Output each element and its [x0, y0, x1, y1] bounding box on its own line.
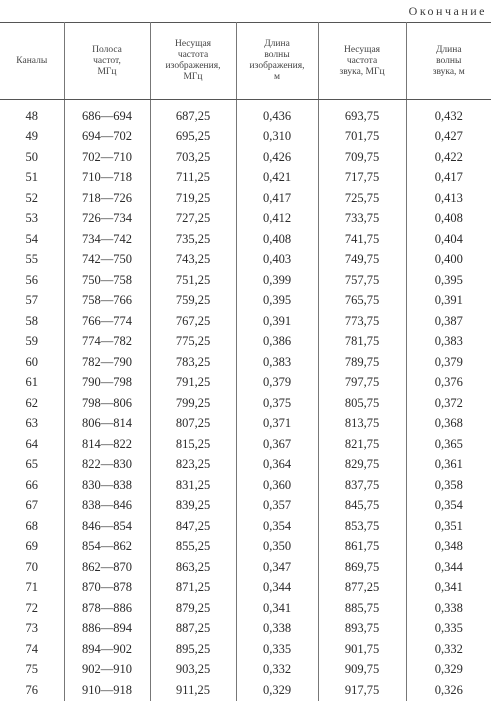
cell-audio-wavelength: 0,332: [406, 639, 491, 660]
cell-channel: 69: [0, 537, 64, 558]
cell-video-wavelength: 0,371: [236, 414, 318, 435]
cell-video-wavelength: 0,417: [236, 188, 318, 209]
cell-video-carrier: 847,25: [150, 516, 236, 537]
column-header-video-carrier: [150, 23, 236, 100]
table-row: [0, 188, 491, 209]
cell-audio-wavelength: 0,344: [406, 557, 491, 578]
cell-audio-carrier: 917,75: [318, 680, 406, 701]
cell-audio-wavelength: 0,329: [406, 660, 491, 681]
cell-video-wavelength: 0,350: [236, 537, 318, 558]
cell-band: 742—750: [64, 250, 150, 271]
cell-band: 902—910: [64, 660, 150, 681]
cell-video-carrier: 863,25: [150, 557, 236, 578]
table-row: [0, 100, 491, 127]
cell-channel: 65: [0, 455, 64, 476]
cell-channel: 70: [0, 557, 64, 578]
cell-audio-carrier: 757,75: [318, 270, 406, 291]
cell-band: 766—774: [64, 311, 150, 332]
table-row: [0, 270, 491, 291]
cell-audio-carrier: 741,75: [318, 229, 406, 250]
cell-video-wavelength: 0,426: [236, 147, 318, 168]
cell-band: 854—862: [64, 537, 150, 558]
table-row: [0, 393, 491, 414]
table-row: [0, 680, 491, 701]
cell-video-carrier: 823,25: [150, 455, 236, 476]
cell-channel: 63: [0, 414, 64, 435]
column-header-audio-carrier: [318, 23, 406, 100]
cell-audio-carrier: 885,75: [318, 598, 406, 619]
cell-channel: 64: [0, 434, 64, 455]
cell-channel: 57: [0, 291, 64, 312]
cell-channel: 59: [0, 332, 64, 353]
cell-video-wavelength: 0,354: [236, 516, 318, 537]
table-row: [0, 373, 491, 394]
column-header-line: МГц: [183, 72, 203, 82]
column-header-line: частота: [177, 50, 209, 60]
cell-audio-carrier: 701,75: [318, 127, 406, 148]
cell-video-wavelength: 0,375: [236, 393, 318, 414]
cell-audio-wavelength: 0,417: [406, 168, 491, 189]
table-row: [0, 209, 491, 230]
cell-audio-wavelength: 0,354: [406, 496, 491, 517]
cell-band: 798—806: [64, 393, 150, 414]
column-header-line: изображения,: [165, 61, 221, 71]
table-row: [0, 229, 491, 250]
cell-audio-wavelength: 0,427: [406, 127, 491, 148]
cell-channel: 48: [0, 100, 64, 127]
table-row: [0, 598, 491, 619]
cell-audio-wavelength: 0,376: [406, 373, 491, 394]
cell-video-carrier: 703,25: [150, 147, 236, 168]
table-row: [0, 311, 491, 332]
cell-audio-wavelength: 0,404: [406, 229, 491, 250]
cell-channel: 61: [0, 373, 64, 394]
cell-audio-carrier: 909,75: [318, 660, 406, 681]
cell-audio-wavelength: 0,368: [406, 414, 491, 435]
column-header-line: Длина: [264, 39, 290, 49]
table-row: [0, 147, 491, 168]
cell-audio-carrier: 813,75: [318, 414, 406, 435]
column-header-audio-wavelength: [406, 23, 491, 100]
cell-audio-carrier: 845,75: [318, 496, 406, 517]
cell-video-wavelength: 0,310: [236, 127, 318, 148]
cell-audio-wavelength: 0,326: [406, 680, 491, 701]
cell-channel: 68: [0, 516, 64, 537]
cell-channel: 66: [0, 475, 64, 496]
cell-video-carrier: 695,25: [150, 127, 236, 148]
cell-audio-carrier: 781,75: [318, 332, 406, 353]
cell-band: 894—902: [64, 639, 150, 660]
cell-band: 806—814: [64, 414, 150, 435]
cell-channel: 62: [0, 393, 64, 414]
table-row: [0, 475, 491, 496]
cell-band: 878—886: [64, 598, 150, 619]
table-row: [0, 557, 491, 578]
cell-video-carrier: 903,25: [150, 660, 236, 681]
cell-video-carrier: 855,25: [150, 537, 236, 558]
cell-audio-wavelength: 0,335: [406, 619, 491, 640]
cell-audio-carrier: 733,75: [318, 209, 406, 230]
table-body: [0, 100, 491, 701]
table-row: [0, 168, 491, 189]
cell-audio-wavelength: 0,351: [406, 516, 491, 537]
header-row: [0, 23, 491, 100]
cell-audio-wavelength: 0,383: [406, 332, 491, 353]
cell-audio-wavelength: 0,379: [406, 352, 491, 373]
cell-channel: 76: [0, 680, 64, 701]
column-header-line: частота: [346, 55, 378, 66]
cell-audio-carrier: 861,75: [318, 537, 406, 558]
cell-video-carrier: 879,25: [150, 598, 236, 619]
table-row: [0, 332, 491, 353]
cell-channel: 67: [0, 496, 64, 517]
cell-channel: 53: [0, 209, 64, 230]
cell-audio-wavelength: 0,358: [406, 475, 491, 496]
cell-audio-carrier: 797,75: [318, 373, 406, 394]
cell-audio-carrier: 749,75: [318, 250, 406, 271]
cell-video-wavelength: 0,335: [236, 639, 318, 660]
cell-band: 750—758: [64, 270, 150, 291]
table-row: [0, 619, 491, 640]
cell-band: 718—726: [64, 188, 150, 209]
table-row: [0, 414, 491, 435]
cell-video-wavelength: 0,367: [236, 434, 318, 455]
cell-channel: 74: [0, 639, 64, 660]
cell-video-carrier: 687,25: [150, 100, 236, 127]
table-row: [0, 639, 491, 660]
table-header: [0, 23, 491, 100]
cell-video-carrier: 815,25: [150, 434, 236, 455]
cell-audio-wavelength: 0,408: [406, 209, 491, 230]
table-row: [0, 660, 491, 681]
cell-audio-wavelength: 0,341: [406, 578, 491, 599]
cell-audio-carrier: 717,75: [318, 168, 406, 189]
cell-band: 822—830: [64, 455, 150, 476]
cell-video-carrier: 751,25: [150, 270, 236, 291]
cell-band: 686—694: [64, 100, 150, 127]
cell-audio-carrier: 765,75: [318, 291, 406, 312]
cell-audio-carrier: 805,75: [318, 393, 406, 414]
cell-band: 846—854: [64, 516, 150, 537]
cell-video-wavelength: 0,364: [236, 455, 318, 476]
column-header-band: [64, 23, 150, 100]
cell-video-wavelength: 0,399: [236, 270, 318, 291]
cell-band: 790—798: [64, 373, 150, 394]
cell-video-wavelength: 0,357: [236, 496, 318, 517]
cell-audio-wavelength: 0,395: [406, 270, 491, 291]
cell-band: 814—822: [64, 434, 150, 455]
cell-video-carrier: 719,25: [150, 188, 236, 209]
cell-audio-carrier: 709,75: [318, 147, 406, 168]
column-header-line: волны: [264, 50, 290, 60]
cell-channel: 60: [0, 352, 64, 373]
cell-band: 694—702: [64, 127, 150, 148]
column-header-line: м: [273, 72, 280, 82]
cell-audio-carrier: 789,75: [318, 352, 406, 373]
cell-video-carrier: 759,25: [150, 291, 236, 312]
cell-audio-wavelength: 0,422: [406, 147, 491, 168]
cell-band: 726—734: [64, 209, 150, 230]
cell-channel: 72: [0, 598, 64, 619]
column-header-line: звука, м: [432, 66, 465, 77]
column-header-line: изображения,: [249, 61, 305, 71]
cell-audio-wavelength: 0,361: [406, 455, 491, 476]
cell-channel: 55: [0, 250, 64, 271]
column-header-line: Длина: [435, 44, 462, 55]
table-row: [0, 291, 491, 312]
cell-band: 886—894: [64, 619, 150, 640]
table-row: [0, 127, 491, 148]
column-header-line: звука, МГц: [339, 66, 385, 77]
cell-video-carrier: 711,25: [150, 168, 236, 189]
table-row: [0, 250, 491, 271]
cell-channel: 75: [0, 660, 64, 681]
column-header-line: волны: [436, 55, 462, 66]
cell-video-carrier: 775,25: [150, 332, 236, 353]
cell-band: 862—870: [64, 557, 150, 578]
column-header-line: частот,: [93, 55, 121, 66]
table-row: [0, 352, 491, 373]
cell-video-carrier: 799,25: [150, 393, 236, 414]
cell-video-wavelength: 0,408: [236, 229, 318, 250]
table-row: [0, 578, 491, 599]
column-header-line: Несущая: [174, 39, 212, 49]
table-continuation-caption: Окончание: [408, 4, 487, 18]
cell-band: 702—710: [64, 147, 150, 168]
cell-audio-carrier: 877,25: [318, 578, 406, 599]
cell-band: 758—766: [64, 291, 150, 312]
cell-video-carrier: 727,25: [150, 209, 236, 230]
cell-audio-carrier: 901,75: [318, 639, 406, 660]
cell-video-carrier: 735,25: [150, 229, 236, 250]
cell-video-wavelength: 0,341: [236, 598, 318, 619]
cell-band: 774—782: [64, 332, 150, 353]
cell-video-wavelength: 0,347: [236, 557, 318, 578]
cell-audio-wavelength: 0,348: [406, 537, 491, 558]
cell-video-wavelength: 0,338: [236, 619, 318, 640]
cell-video-carrier: 911,25: [150, 680, 236, 701]
table-row: [0, 537, 491, 558]
table-row: [0, 434, 491, 455]
cell-video-wavelength: 0,412: [236, 209, 318, 230]
cell-video-carrier: 831,25: [150, 475, 236, 496]
cell-video-carrier: 895,25: [150, 639, 236, 660]
cell-video-carrier: 887,25: [150, 619, 236, 640]
cell-video-wavelength: 0,395: [236, 291, 318, 312]
cell-channel: 54: [0, 229, 64, 250]
cell-audio-carrier: 773,75: [318, 311, 406, 332]
cell-audio-wavelength: 0,413: [406, 188, 491, 209]
cell-video-wavelength: 0,386: [236, 332, 318, 353]
cell-video-carrier: 743,25: [150, 250, 236, 271]
cell-audio-carrier: 837,75: [318, 475, 406, 496]
column-header-line: Полоса: [92, 44, 122, 55]
table-row: [0, 496, 491, 517]
cell-audio-carrier: 853,75: [318, 516, 406, 537]
cell-audio-carrier: 693,75: [318, 100, 406, 127]
cell-video-wavelength: 0,379: [236, 373, 318, 394]
cell-video-wavelength: 0,360: [236, 475, 318, 496]
cell-audio-wavelength: 0,432: [406, 100, 491, 127]
cell-audio-wavelength: 0,338: [406, 598, 491, 619]
cell-audio-carrier: 725,75: [318, 188, 406, 209]
cell-video-wavelength: 0,329: [236, 680, 318, 701]
cell-audio-wavelength: 0,387: [406, 311, 491, 332]
cell-video-carrier: 807,25: [150, 414, 236, 435]
cell-channel: 50: [0, 147, 64, 168]
cell-video-carrier: 783,25: [150, 352, 236, 373]
cell-band: 830—838: [64, 475, 150, 496]
cell-band: 838—846: [64, 496, 150, 517]
cell-band: 910—918: [64, 680, 150, 701]
cell-band: 710—718: [64, 168, 150, 189]
column-header-line: Каналы: [16, 55, 48, 66]
column-header-line: МГц: [97, 66, 117, 77]
cell-video-wavelength: 0,332: [236, 660, 318, 681]
cell-channel: 51: [0, 168, 64, 189]
cell-audio-wavelength: 0,400: [406, 250, 491, 271]
cell-video-wavelength: 0,403: [236, 250, 318, 271]
cell-audio-wavelength: 0,391: [406, 291, 491, 312]
cell-audio-wavelength: 0,372: [406, 393, 491, 414]
cell-band: 782—790: [64, 352, 150, 373]
cell-video-wavelength: 0,344: [236, 578, 318, 599]
column-header-video-wavelength: [236, 23, 318, 100]
column-header-channel: [0, 23, 64, 100]
cell-channel: 49: [0, 127, 64, 148]
cell-video-carrier: 871,25: [150, 578, 236, 599]
cell-audio-carrier: 893,75: [318, 619, 406, 640]
column-header-line: Несущая: [343, 44, 381, 55]
cell-video-carrier: 839,25: [150, 496, 236, 517]
cell-channel: 56: [0, 270, 64, 291]
cell-video-carrier: 791,25: [150, 373, 236, 394]
table-row: [0, 516, 491, 537]
cell-video-wavelength: 0,383: [236, 352, 318, 373]
cell-channel: 58: [0, 311, 64, 332]
cell-audio-carrier: 869,75: [318, 557, 406, 578]
cell-video-wavelength: 0,391: [236, 311, 318, 332]
cell-audio-wavelength: 0,365: [406, 434, 491, 455]
channel-frequency-table: [0, 22, 491, 701]
cell-audio-carrier: 821,75: [318, 434, 406, 455]
cell-channel: 71: [0, 578, 64, 599]
cell-band: 734—742: [64, 229, 150, 250]
cell-channel: 73: [0, 619, 64, 640]
table-row: [0, 455, 491, 476]
cell-band: 870—878: [64, 578, 150, 599]
cell-video-wavelength: 0,436: [236, 100, 318, 127]
cell-video-wavelength: 0,421: [236, 168, 318, 189]
cell-channel: 52: [0, 188, 64, 209]
cell-video-carrier: 767,25: [150, 311, 236, 332]
cell-audio-carrier: 829,75: [318, 455, 406, 476]
